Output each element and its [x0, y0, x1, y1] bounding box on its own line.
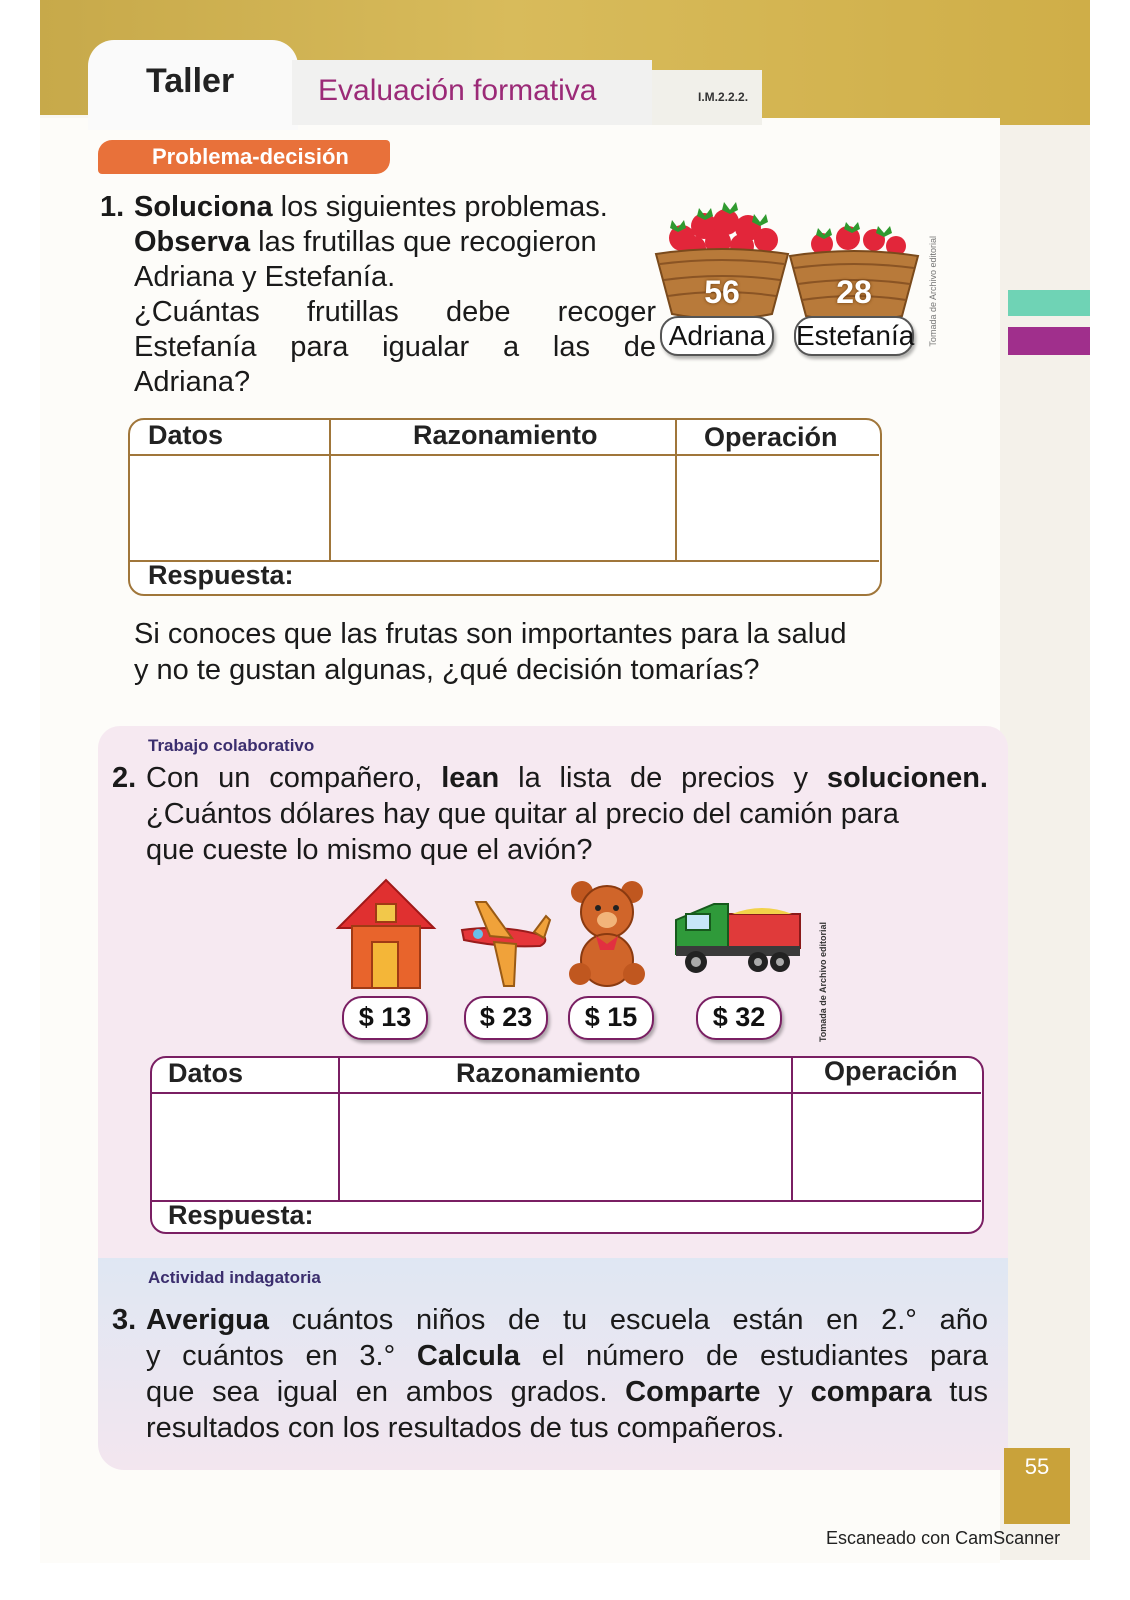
problem3-verb1: Averigua [146, 1304, 270, 1336]
basket-adriana [654, 196, 790, 324]
problema-decision-badge: Problema-decisión [98, 140, 390, 174]
taller-label: Taller [146, 62, 235, 100]
problem1-verb2: Observa [134, 226, 251, 258]
problem1-verb: Soluciona [134, 191, 273, 223]
problem2-number: 2. [112, 762, 137, 794]
evaluacion-label: Evaluación formativa [318, 74, 597, 107]
problem1-line2: las frutillas que recogieron [250, 226, 597, 258]
datos-header: Datos [148, 420, 224, 450]
problem2-line1b: la lista de precios y [499, 762, 827, 794]
decision-question [134, 616, 894, 688]
problem2-line3: que cueste lo mismo que el avión? [146, 834, 593, 866]
problem3-text [112, 1302, 988, 1446]
house-icon [334, 876, 438, 990]
curriculum-code: I.M.2.2.2. [698, 90, 749, 104]
datos-header: Datos [168, 1058, 244, 1088]
problem2-verb1: lean [441, 762, 500, 794]
respuesta-label: Respuesta: [168, 1200, 314, 1230]
razonamiento-header: Razonamiento [413, 420, 598, 450]
teddy-bear-toy [568, 878, 646, 995]
problem1-number: 1. [100, 191, 125, 223]
problem3-line3b: y [760, 1376, 811, 1408]
price-house: $ 13 [342, 996, 428, 1040]
trabajo-colaborativo-title: Trabajo colaborativo [148, 736, 315, 755]
label-estefania: Estefanía [794, 316, 914, 356]
decision-question-line2: y no te gustan algunas, ¿qué decisión tomarías? [134, 654, 760, 686]
table-divider [329, 420, 331, 560]
problem3-verb4: compara [810, 1376, 932, 1408]
price-airplane: $ 23 [464, 996, 548, 1040]
respuesta-label: Respuesta: [148, 560, 294, 590]
problem3-line2b: el número de estudiantes para [520, 1340, 989, 1372]
side-tab-green [1008, 290, 1090, 316]
teddy-bear-icon [568, 878, 646, 990]
basket-adriana-count: 56 [704, 274, 740, 310]
razonamiento-header: Razonamiento [456, 1058, 641, 1088]
table-divider [130, 454, 879, 456]
table-divider [675, 420, 677, 560]
problem3-line3a: que sea igual en ambos grados. [146, 1376, 626, 1408]
problem1-line1: los siguientes problemas. [272, 191, 608, 223]
problem1-line6: Adriana? [134, 366, 251, 398]
problem2-verb2: solucionen. [826, 762, 988, 794]
image-credit: Tomada de Archivo editorial [928, 236, 938, 347]
table-divider [338, 1058, 340, 1202]
operacion-header: Operación [824, 1056, 958, 1086]
actividad-indagatoria-title: Actividad indagatoria [148, 1268, 321, 1287]
price-truck: $ 32 [696, 996, 782, 1040]
problem1-line4: ¿Cuántas frutillas debe recoger [134, 296, 656, 328]
scanner-footer: Escaneado con CamScanner [826, 1528, 1061, 1548]
problem1-line3: Adriana y Estefanía. [134, 261, 396, 293]
truck-toy [674, 900, 802, 981]
side-tab-purple [1008, 327, 1090, 355]
problem3-line1: cuántos niños de tu escuela están en 2.° año [269, 1304, 988, 1336]
label-adriana: Adriana [660, 316, 774, 356]
decision-question-line1: Si conoces que las frutas son importantes para la salud [134, 618, 847, 650]
problem3-verb3: Comparte [625, 1376, 761, 1408]
price-teddy-bear: $ 15 [568, 996, 654, 1040]
problem2-line1a: Con un compañero, [146, 762, 442, 794]
house-toy [334, 876, 438, 995]
basket-estefania [788, 214, 920, 324]
problem3-verb2: Calcula [416, 1340, 521, 1372]
page-number: 55 [1004, 1448, 1070, 1524]
problem2-line2: ¿Cuántos dólares hay que quitar al precio del camión para [146, 798, 899, 830]
problem1-text [100, 190, 656, 400]
problem3-line3c: tus [931, 1376, 988, 1408]
problem1-table [128, 418, 882, 596]
operacion-header: Operación [704, 422, 838, 452]
airplane-toy [454, 896, 552, 997]
image-credit: Tomada de Archivo editorial [818, 922, 828, 1043]
basket-estefania-count: 28 [836, 274, 872, 310]
problem3-line4: resultados con los resultados de tus compañeros. [146, 1412, 785, 1444]
table-divider [152, 1092, 981, 1094]
truck-icon [674, 900, 802, 976]
airplane-icon [454, 896, 552, 992]
problem1-line5: Estefanía para igualar a las de [134, 331, 656, 363]
problem3-number: 3. [112, 1304, 137, 1336]
problem2-text [112, 760, 988, 868]
table-divider [791, 1058, 793, 1202]
problem2-table [150, 1056, 984, 1234]
problem3-line2a: y cuántos en 3.° [146, 1340, 417, 1372]
